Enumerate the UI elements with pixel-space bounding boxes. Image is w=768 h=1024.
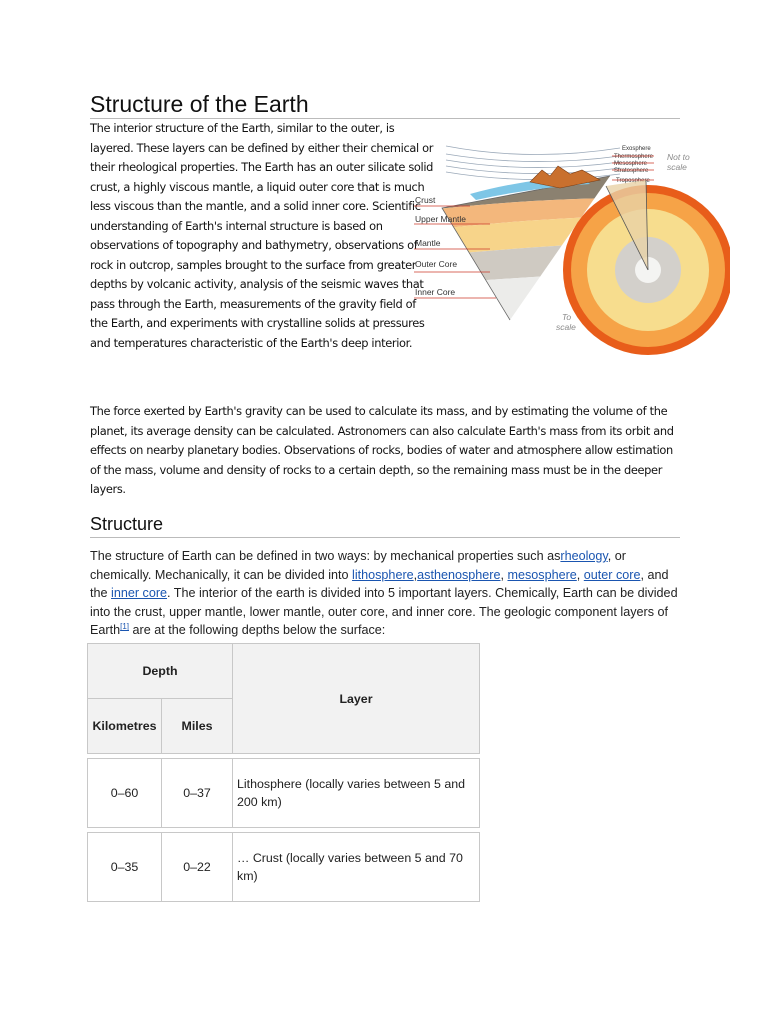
structure-paragraph <box>90 547 680 640</box>
structure-text-3: , <box>413 567 418 582</box>
asthenosphere-link[interactable]: asthenosphere <box>417 567 501 582</box>
depth-header: Depth <box>88 644 233 699</box>
structure-text-4: , <box>500 567 508 582</box>
layer-header: Layer <box>233 644 480 754</box>
rheology-link[interactable]: rheology <box>560 549 608 563</box>
label-upper-mantle: Upper Mantle <box>415 214 467 224</box>
atmosphere-arcs <box>446 146 620 180</box>
row-1-layer: Lithosphere (locally varies between 5 and 200 km) <box>233 759 480 828</box>
not-to-scale-line-1: Not to <box>667 152 690 162</box>
structure-divider <box>90 537 680 538</box>
inner-core-link[interactable]: inner core <box>111 586 168 601</box>
row-2-km: 0–35 <box>88 833 162 902</box>
not-to-scale-line-2: scale <box>667 162 687 172</box>
structure-text-7: . The interior of the earth is divided into 5 important layers. Chemically, Earth can be divided into the crust, upper mantle, lower mantle, outer core, and inner core. The geologic component layers of Earth <box>90 586 678 638</box>
earth-structure-diagram <box>410 136 730 360</box>
kilometres-header: Kilometres <box>88 699 162 754</box>
label-troposphere: Troposphere <box>616 178 650 184</box>
structure-text-1: The structure of Earth can be defined in two ways: by mechanical properties such as <box>90 549 561 563</box>
row-2-layer: … Crust (locally varies between 5 and 70 km) <box>233 833 480 902</box>
reference-link[interactable]: [1] <box>120 622 130 632</box>
miles-header: Miles <box>162 699 233 754</box>
label-mantle: Mantle <box>415 238 441 248</box>
label-inner-core: Inner Core <box>415 287 456 297</box>
label-thermosphere: Thermosphere <box>614 154 654 160</box>
row-2-miles: 0–22 <box>162 833 233 902</box>
label-exosphere: Exosphere <box>622 146 651 152</box>
depth-table <box>87 643 480 902</box>
row-1-miles: 0–37 <box>162 759 233 828</box>
structure-text-8: are at the following depths below the surface: <box>129 623 386 638</box>
page-title: Structure of the Earth <box>90 91 309 117</box>
intro-paragraph: The interior structure of the Earth, similar to the outer, is layered. These layers can be defined by either their chemical or their rheological properties. The Earth has an outer silicate solid crust, a highly viscous mantle, a liquid outer core that is much less viscous than the mantle, and a solid inner core. Scientific understanding of Earth's internal structure is based on observations of topography and bathymetry, observations of rock in outcrop, samples brought to the surface from greater depths by volcanic activity, analysis of the seismic waves that pass through the Earth, measurements of the gravity field of the Earth, and experiments with crystalline solids at pressures and temperatures characteristic of the Earth's deep interior. <box>90 121 434 350</box>
structure-text-2: , or chemically. Mechanically, it can be divided into <box>90 549 626 582</box>
structure-text-5: , <box>576 567 584 582</box>
outer-core-link[interactable]: outer core <box>583 567 641 582</box>
atmosphere-labels <box>614 146 654 184</box>
table-row <box>88 759 480 828</box>
gravity-paragraph: The force exerted by Earth's gravity can be used to calculate its mass, and by estimating the volume of the planet, its average density can be calculated. Astronomers can also calculate Earth's mass from its orbit and effects on nearby planetary bodies. Observations of rocks, bodies of water and atmosphere allow estimation of the mass, volume and density of rocks to a certain depth, so the remaining mass must be in the deeper layers. <box>90 404 674 496</box>
row-1-km: 0–60 <box>88 759 162 828</box>
to-scale-note <box>556 312 576 332</box>
structure-heading: Structure <box>90 514 164 534</box>
mesosphere-link[interactable]: mesosphere <box>507 567 577 582</box>
to-scale-line-1: To <box>562 312 572 322</box>
label-stratosphere: Stratosphere <box>614 168 649 174</box>
label-crust: Crust <box>415 195 436 205</box>
not-to-scale-note <box>667 152 692 172</box>
lithosphere-link[interactable]: lithosphere <box>352 567 414 582</box>
label-outer-core: Outer Core <box>415 259 458 269</box>
label-mesosphere: Mesosphere <box>614 161 648 167</box>
structure-text-6: , and the <box>90 567 669 601</box>
to-scale-line-2: scale <box>556 322 576 332</box>
table-row <box>88 833 480 902</box>
